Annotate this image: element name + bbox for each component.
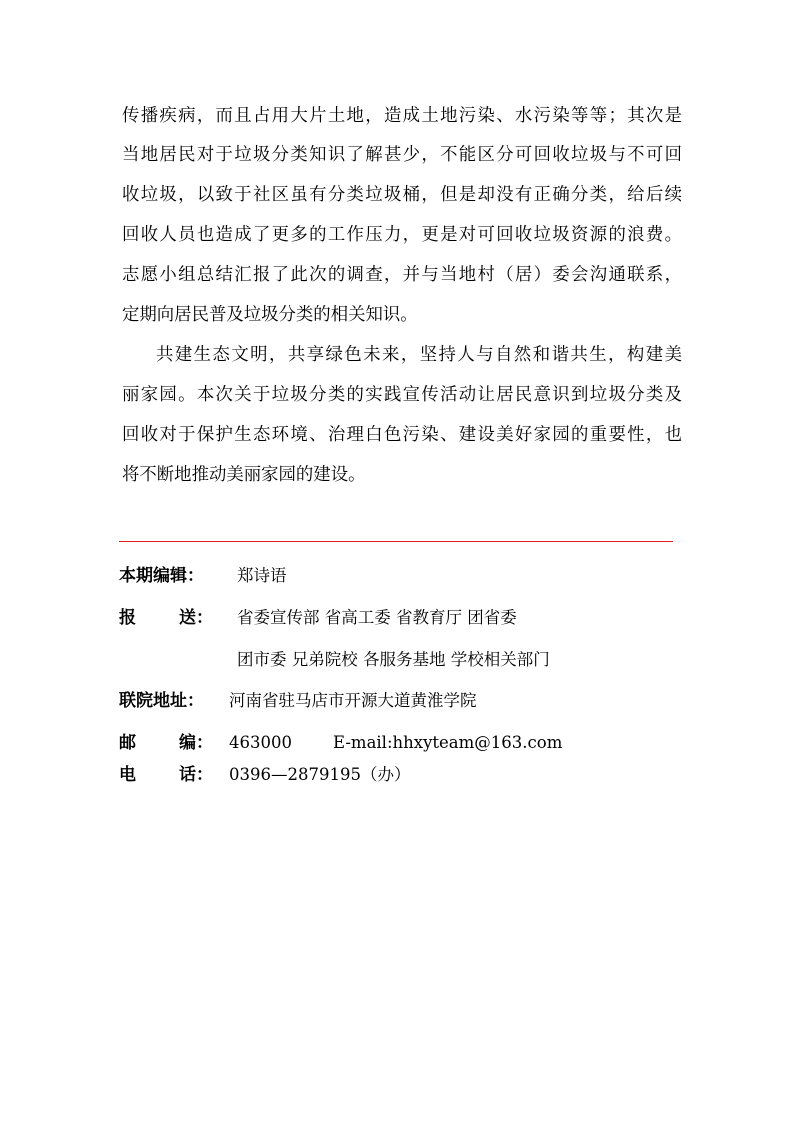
postcode-label-1: 邮 <box>119 733 136 753</box>
paragraph-line: 共建生态文明，共享绿色未来，坚持人与自然和谐共生，构建美 <box>156 345 682 365</box>
paragraph-line: 志愿小组总结汇报了此次的调查，并与当地村（居）委会沟通联系， <box>122 265 682 285</box>
address-row <box>119 688 477 714</box>
paragraph-line: 收垃圾，以致于社区虽有分类垃圾桶，但是却没有正确分类，给后续 <box>122 185 682 205</box>
address-value: 河南省驻马店市开源大道黄淮学院 <box>229 691 477 710</box>
send-to-row <box>119 605 517 631</box>
email-value: E-mail:hhxyteam@163.com <box>333 733 563 752</box>
postcode-row <box>119 730 562 756</box>
editor-label: 本期编辑： <box>119 566 204 586</box>
phone-row <box>119 762 410 788</box>
send-to-line-1: 省委宣传部 省高工委 省教育厅 团省委 <box>237 608 517 627</box>
phone-label-2: 话： <box>179 765 213 785</box>
send-to-label-1: 报 <box>119 608 136 628</box>
send-to-line-2: 团市委 兄弟院校 各服务基地 学校相关部门 <box>237 650 550 669</box>
paragraph-line: 当地居民对于垃圾分类知识了解甚少，不能区分可回收垃圾与不可回 <box>122 145 682 165</box>
editor-value: 郑诗语 <box>237 566 287 585</box>
postcode-label-2: 编： <box>179 733 213 753</box>
phone-value: 0396—2879195（办） <box>229 765 411 784</box>
send-to-row-2 <box>237 647 550 673</box>
phone-label-1: 电 <box>119 765 136 785</box>
paragraph-line: 回收对于保护生态环境、治理白色污染、建设美好家园的重要性，也 <box>122 425 682 445</box>
paragraph-line: 定期向居民普及垃圾分类的相关知识。 <box>122 305 418 325</box>
postcode-value: 463000 <box>229 733 292 752</box>
paragraph-line: 传播疾病，而且占用大片土地，造成土地污染、水污染等等；其次是 <box>122 106 682 126</box>
editor-row <box>119 563 287 589</box>
paragraph-line: 将不断地推动美丽家园的建设。 <box>122 465 366 485</box>
address-label: 联院地址： <box>119 691 204 711</box>
paragraph-line: 回收人员也造成了更多的工作压力，更是对可回收垃圾资源的浪费。 <box>122 225 682 245</box>
red-divider <box>119 541 673 542</box>
send-to-label-2: 送： <box>179 608 213 628</box>
paragraph-line: 丽家园。本次关于垃圾分类的实践宣传活动让居民意识到垃圾分类及 <box>122 385 682 405</box>
